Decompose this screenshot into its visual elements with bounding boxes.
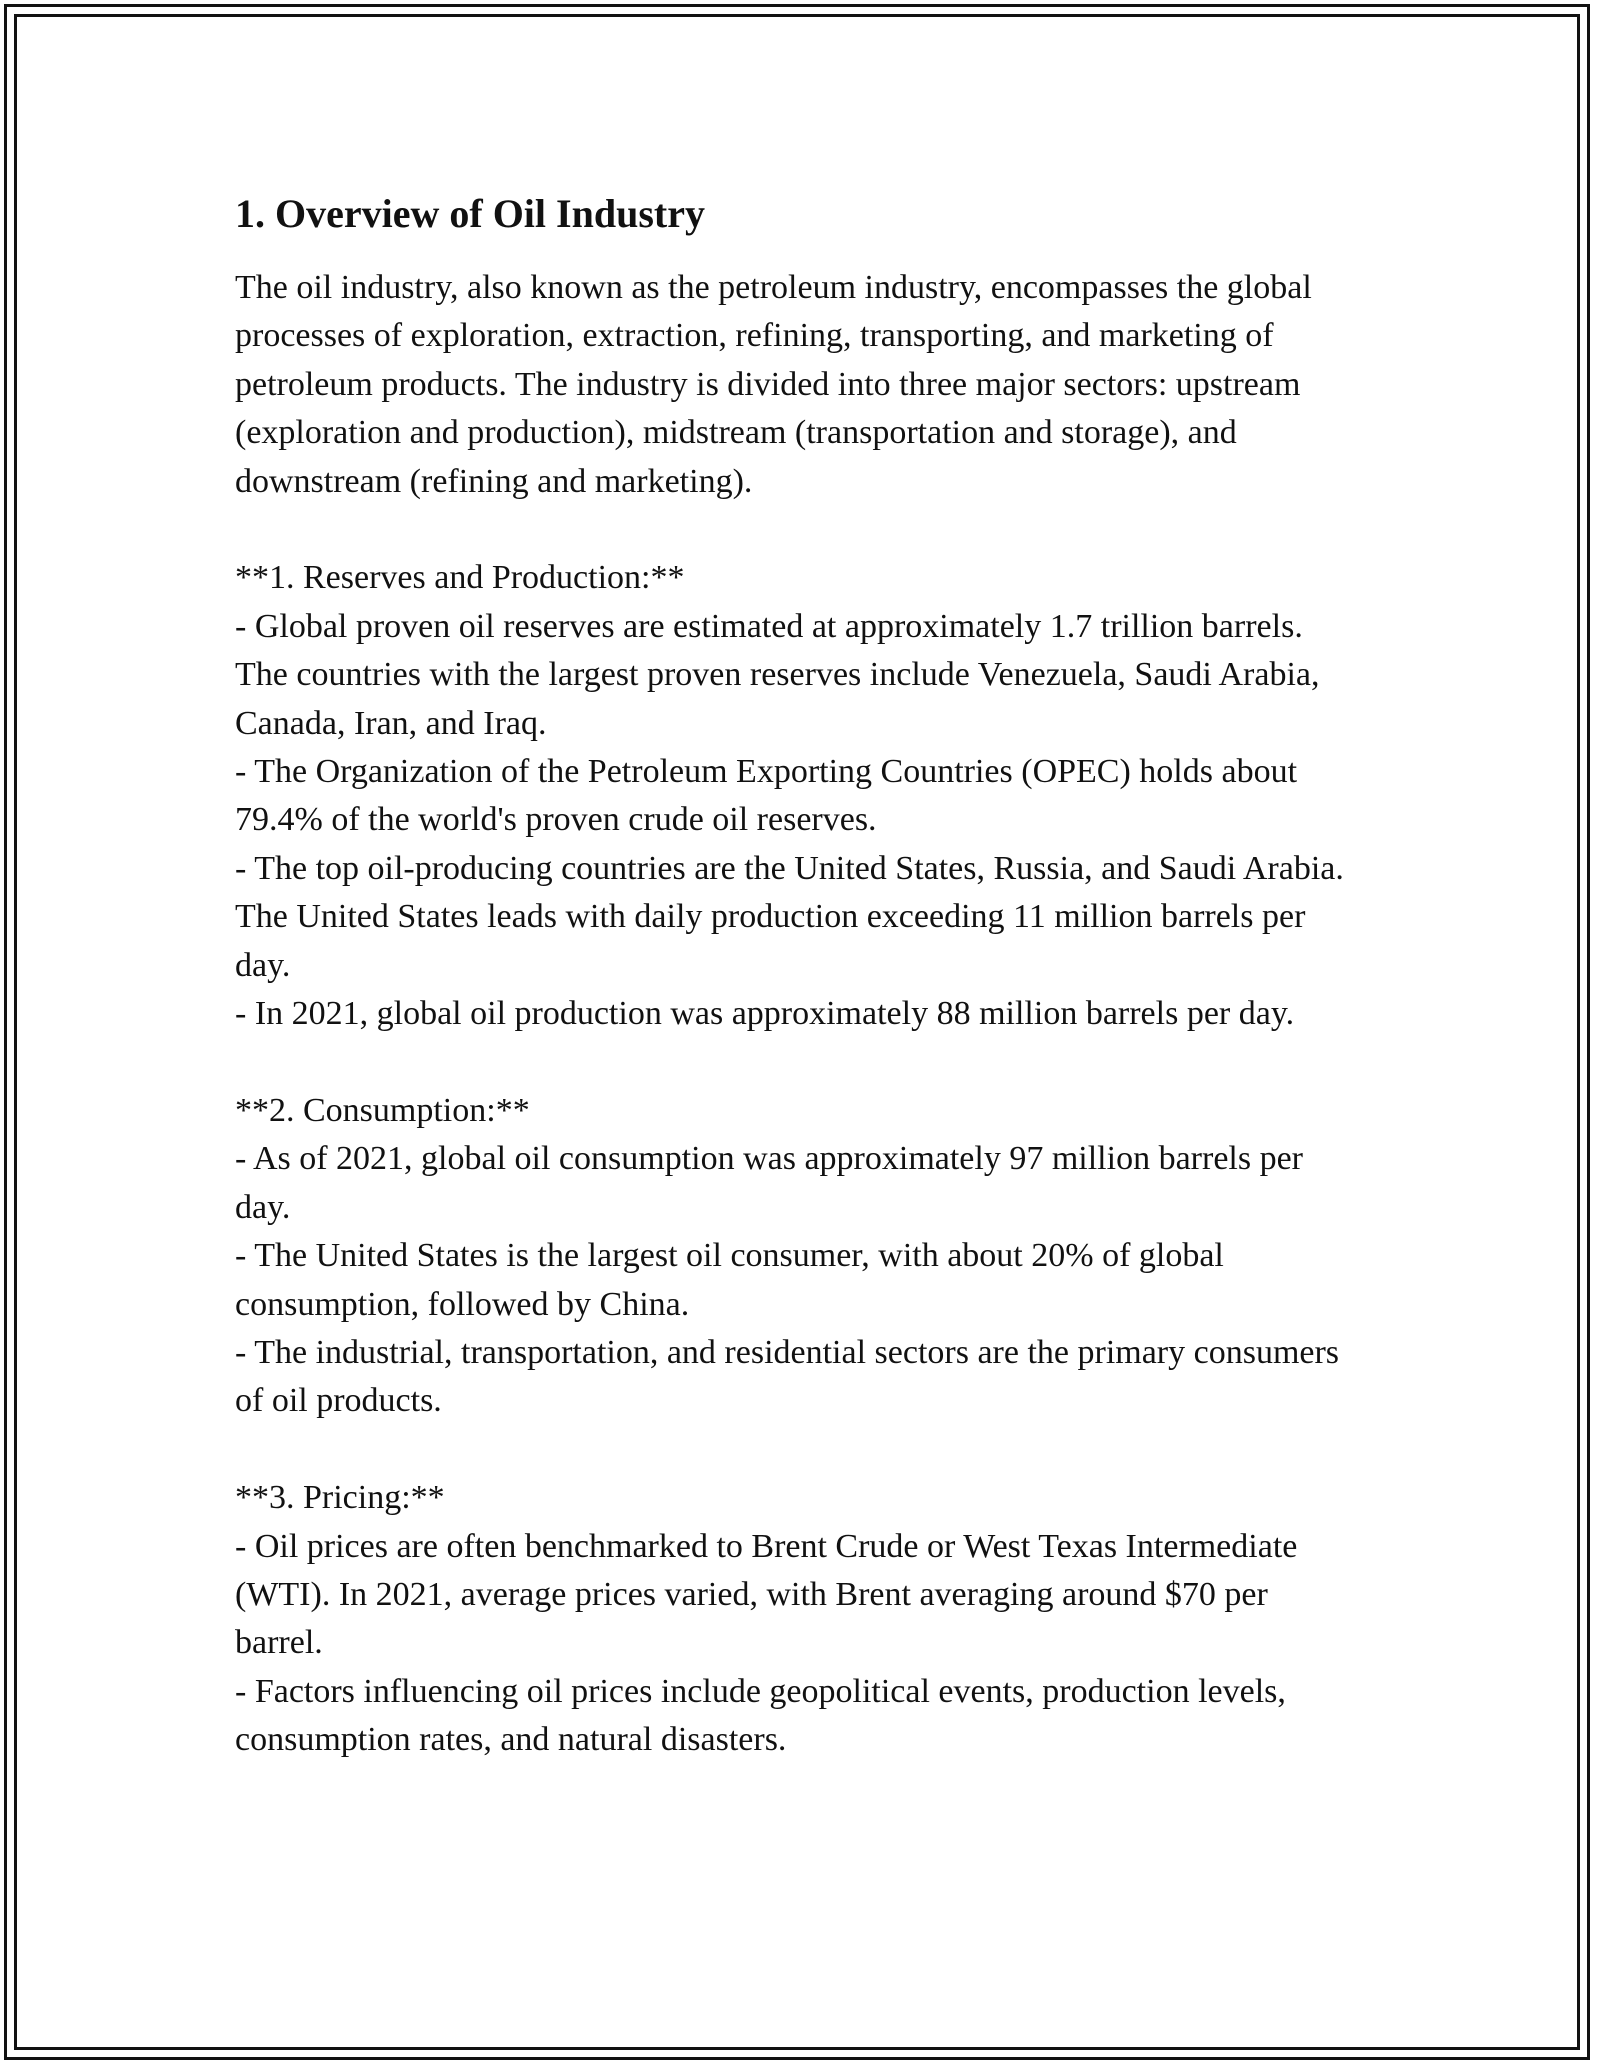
bullet-item: - As of 2021, global oil consumption was approximately 97 million barrels per day.: [235, 1140, 1303, 1226]
document-body: [235, 186, 1355, 1765]
subsection-title: **1. Reserves and Production:**: [235, 559, 685, 597]
spacer: [235, 506, 1355, 554]
subsection-consumption: [235, 1087, 1355, 1426]
subsection-title: **2. Consumption:**: [235, 1091, 530, 1129]
bullet-item: - Global proven oil reserves are estimated at approximately 1.7 trillion barrels. The countries with the largest proven reserves include Venezuela, Saudi Arabia, Canada, Iran, and Iraq.: [235, 607, 1320, 742]
intro-paragraph: The oil industry, also known as the petroleum industry, encompasses the global processes of exploration, extraction, refining, transporting, and marketing of petroleum products. The industry is divided into three major sectors: upstream (exploration and production), midstream (transportation and storage), and downstream (refining and marketing).: [235, 269, 1312, 500]
spacer: [235, 1038, 1355, 1086]
bullet-item: - Factors influencing oil prices include geopolitical events, production levels, consumption rates, and natural disasters.: [235, 1672, 1286, 1759]
subsection-title: **3. Pricing:**: [235, 1479, 445, 1517]
section-heading: 1. Overview of Oil Industry: [235, 191, 705, 236]
bullet-item: - The United States is the largest oil consumer, with about 20% of global consumption, followed by China.: [235, 1237, 1224, 1323]
bullet-item: - The industrial, transportation, and residential sectors are the primary consumers of oil products.: [235, 1333, 1340, 1420]
subsection-pricing: [235, 1474, 1355, 1764]
bullet-item: - Oil prices are often benchmarked to Brent Crude or West Texas Intermediate (WTI). In 2021, average prices varied, with Brent averaging around $70 per barrel.: [235, 1527, 1298, 1662]
bullet-item: - The Organization of the Petroleum Exporting Countries (OPEC) holds about 79.4% of the world's proven crude oil reserves.: [235, 753, 1298, 839]
bullet-item: - The top oil-producing countries are the United States, Russia, and Saudi Arabia. The United States leads with daily production exceeding 11 million barrels per day.: [235, 849, 1344, 984]
bullet-item: - In 2021, global oil production was approximately 88 million barrels per day.: [235, 995, 1295, 1033]
spacer: [235, 1426, 1355, 1474]
subsection-reserves: [235, 554, 1355, 1038]
